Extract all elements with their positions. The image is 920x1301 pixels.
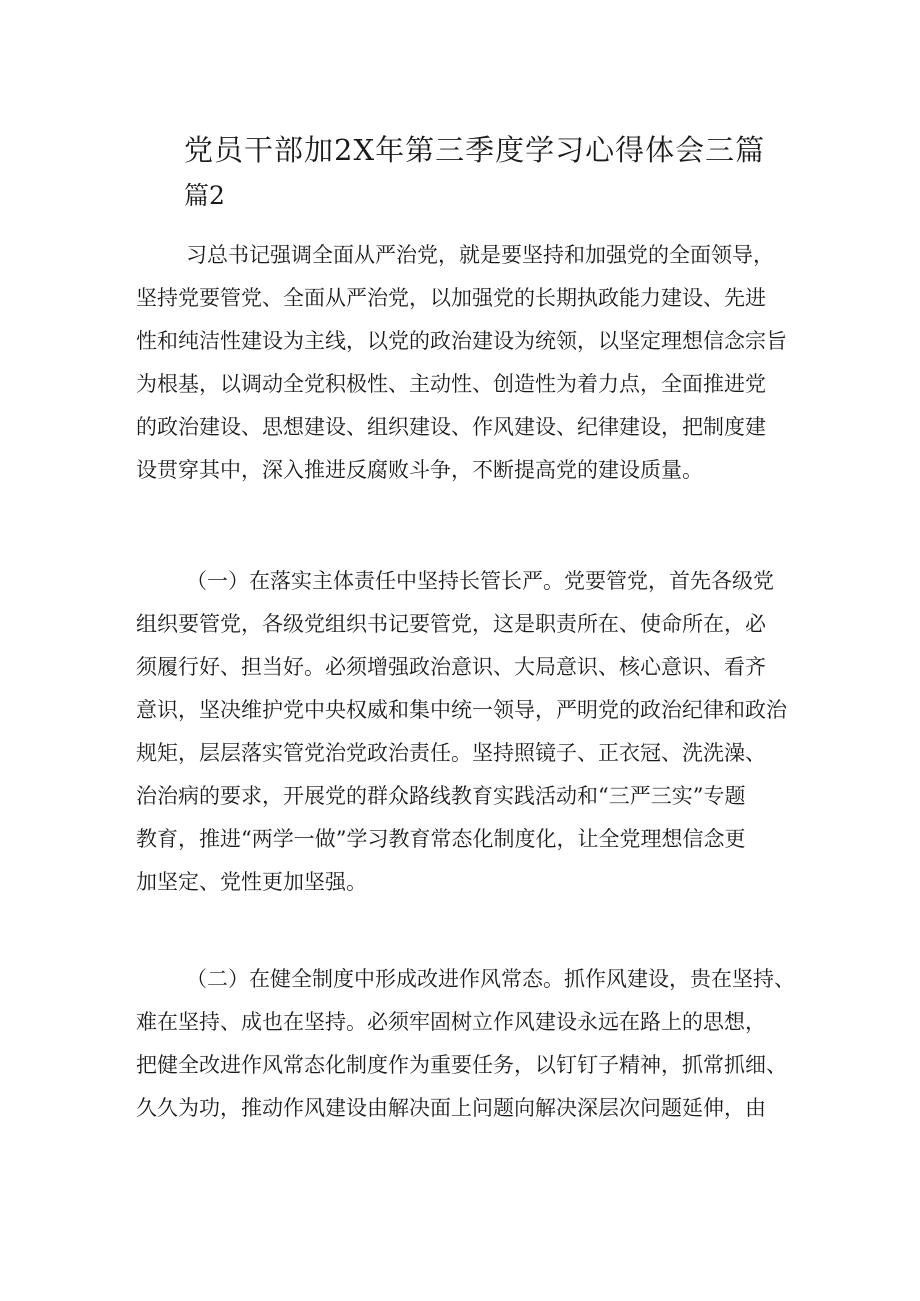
paragraph-line: 习总书记强调全面从严治党，就是要坚持和加强党的全面领导，: [186, 243, 774, 267]
paragraph-line: 坚持党要管党、全面从严治党，以加强党的长期执政能力建设、先进: [136, 286, 766, 310]
paragraph-line: 性和纯洁性建设为主线，以党的政治建设为统领，以坚定理想信念宗旨: [136, 329, 787, 353]
paragraph-section-one: [136, 560, 796, 904]
paragraph-line: 规矩，层层落实管党治党政治责任。坚持照镜子、正衣冠、洗洗澡、: [136, 741, 766, 765]
paragraph-line: 组织要管党，各级党组织书记要管党，这是职责所在、使命所在，必: [136, 612, 766, 636]
paragraph-line: （二）在健全制度中形成改进作风常态。抓作风建设，贵在坚持、: [186, 967, 795, 991]
paragraph-line: 难在坚持、成也在坚持。必须牢固树立作风建设永远在路上的思想，: [136, 1010, 766, 1034]
paragraph-line: （一）在落实主体责任中坚持长管长严。党要管党，首先各级党: [186, 569, 774, 593]
paragraph-line: 治治病的要求，开展党的群众路线教育实践活动和“三严三实”专题: [136, 784, 746, 808]
paragraph-line: 加坚定、党性更加坚强。: [136, 870, 367, 894]
paragraph-line: 意识，坚决维护党中央权威和集中统一领导，严明党的政治纪律和政治: [136, 698, 787, 722]
paragraph-line: 设贯穿其中，深入推进反腐败斗争，不断提高党的建设质量。: [136, 458, 703, 482]
paragraph-section-two: [136, 958, 796, 1130]
paragraph-line: 教育，推进“两学一做”学习教育常态化制度化，让全党理想信念更: [136, 827, 746, 851]
paragraph-intro: [136, 234, 796, 492]
paragraph-line: 为根基，以调动全党积极性、主动性、创造性为着力点，全面推进党: [136, 372, 766, 396]
paragraph-line: 久久为功，推动作风建设由解决面上问题向解决深层次问题延伸，由: [136, 1096, 766, 1120]
document-title: 党员干部加2X年第三季度学习心得体会三篇: [184, 133, 766, 167]
section-label: 篇2: [184, 181, 225, 210]
paragraph-line: 把健全改进作风常态化制度作为重要任务，以钉钉子精神，抓常抓细、: [136, 1053, 787, 1077]
paragraph-line: 须履行好、担当好。必须增强政治意识、大局意识、核心意识、看齐: [136, 655, 766, 679]
paragraph-line: 的政治建设、思想建设、组织建设、作风建设、纪律建设，把制度建: [136, 415, 766, 439]
